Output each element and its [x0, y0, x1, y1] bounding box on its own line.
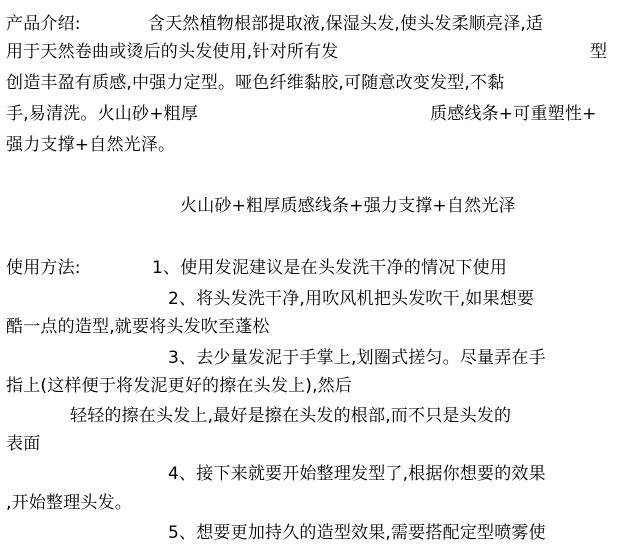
- usage-step-2-line-1: 2、将头发洗干净,用吹风机把头发吹干,如果想要: [168, 289, 535, 309]
- usage-step-3-line-4: 表面: [6, 434, 41, 454]
- intro-text-line-2: 用于天然卷曲或烫后的头发使用,针对所有发: [6, 42, 339, 62]
- intro-text-line-4-start: 手,易清洗。火山砂+粗厚: [6, 104, 199, 124]
- intro-text-line-4-end: 质感线条+可重塑性+: [430, 104, 597, 124]
- intro-text-line-5: 强力支撑+自然光泽。: [6, 135, 176, 155]
- usage-step-4-line-2: ,开始整理头发。: [6, 493, 133, 513]
- tagline: 火山砂+粗厚质感线条+强力支撑+自然光泽: [180, 196, 516, 216]
- usage-step-3-line-2: 指上(这样便于将发泥更好的擦在头发上),然后: [6, 376, 353, 396]
- intro-text-line-1: 含天然植物根部提取液,保湿头发,使头发柔顺亮泽,适: [148, 14, 544, 34]
- usage-step-1: 1、使用发泥建议是在头发洗干净的情况下使用: [152, 258, 508, 278]
- intro-text-line-2-end: 型: [590, 42, 608, 62]
- usage-step-4-line-1: 4、接下来就要开始整理发型了,根据你想要的效果: [168, 464, 546, 484]
- intro-label: 产品介绍:: [6, 14, 81, 34]
- usage-step-3-line-1: 3、去少量发泥于手掌上,划圈式搓匀。尽量弄在手: [168, 348, 546, 368]
- usage-step-3-line-3: 轻轻的擦在头发上,最好是擦在头发的根部,而不只是头发的: [70, 406, 512, 426]
- intro-text-line-3: 创造丰盈有质感,中强力定型。哑色纤维黏胶,可随意改变发型,不黏: [6, 73, 505, 93]
- usage-step-5-line-1: 5、想要更加持久的造型效果,需要搭配定型喷雾使: [168, 523, 546, 543]
- usage-label: 使用方法:: [6, 258, 81, 278]
- usage-step-2-line-2: 酷一点的造型,就要将头发吹至蓬松: [6, 317, 270, 337]
